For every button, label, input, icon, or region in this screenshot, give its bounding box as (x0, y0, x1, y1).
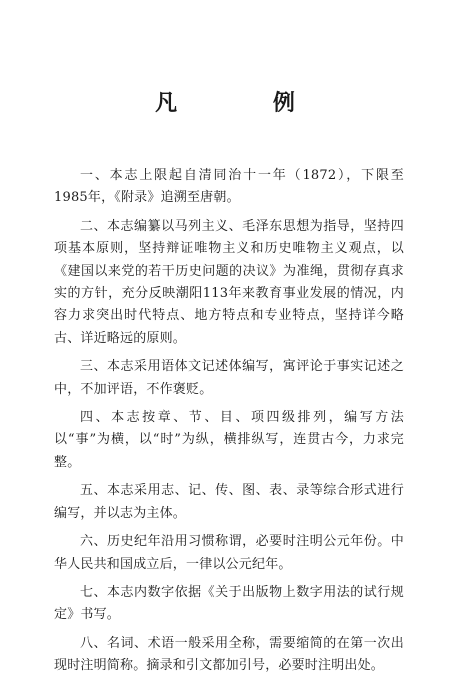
paragraph-3: 三、本志采用语体文记述体编写，寓评论于事实记述之中，不加评语，不作褒贬。 (54, 359, 404, 397)
paragraph-7: 七、本志内数字依据《关于出版物上数字用法的试行规定》书写。 (54, 584, 404, 623)
paragraph-1: 一、本志上限起自清同治十一年（1872），下限至1985年，《附录》追溯至唐朝。 (54, 168, 404, 206)
paragraph-6: 六、历史纪年沿用习惯称谓，必要时注明公元年份。中华人民共和国成立后，一律以公元纪年。 (54, 534, 404, 572)
document-body (54, 165, 404, 684)
paragraph-5: 五、本志采用志、记、传、图、表、录等综合形式进行编写，并以志为主体。 (54, 483, 404, 521)
paragraph-2: 二、本志编纂以马列主义、毛泽东思想为指导，坚持四项基本原则，坚持辩证唯物主义和历史唯物主义观点，以《建国以来党的若干历史问题的决议》为准绳，贯彻存真求实的方针，充分反映潮阳113年来教育事业发展的情况，内容力求突出时代特点、地方特点和专业特点，坚持详今略古、详近略远的原则。 (54, 218, 404, 346)
paragraph-4: 四、本志按章、节、目、项四级排列，编写方法以“事”为横，以“时”为纵，横排纵写，连贯古今，力求完整。 (54, 410, 404, 470)
paragraph-8: 八、名词、术语一般采用全称，需要缩简的在第一次出现时注明简称。摘录和引文都加引号，必要时注明出处。 (54, 635, 404, 674)
page-title: 凡 例 (155, 90, 339, 116)
